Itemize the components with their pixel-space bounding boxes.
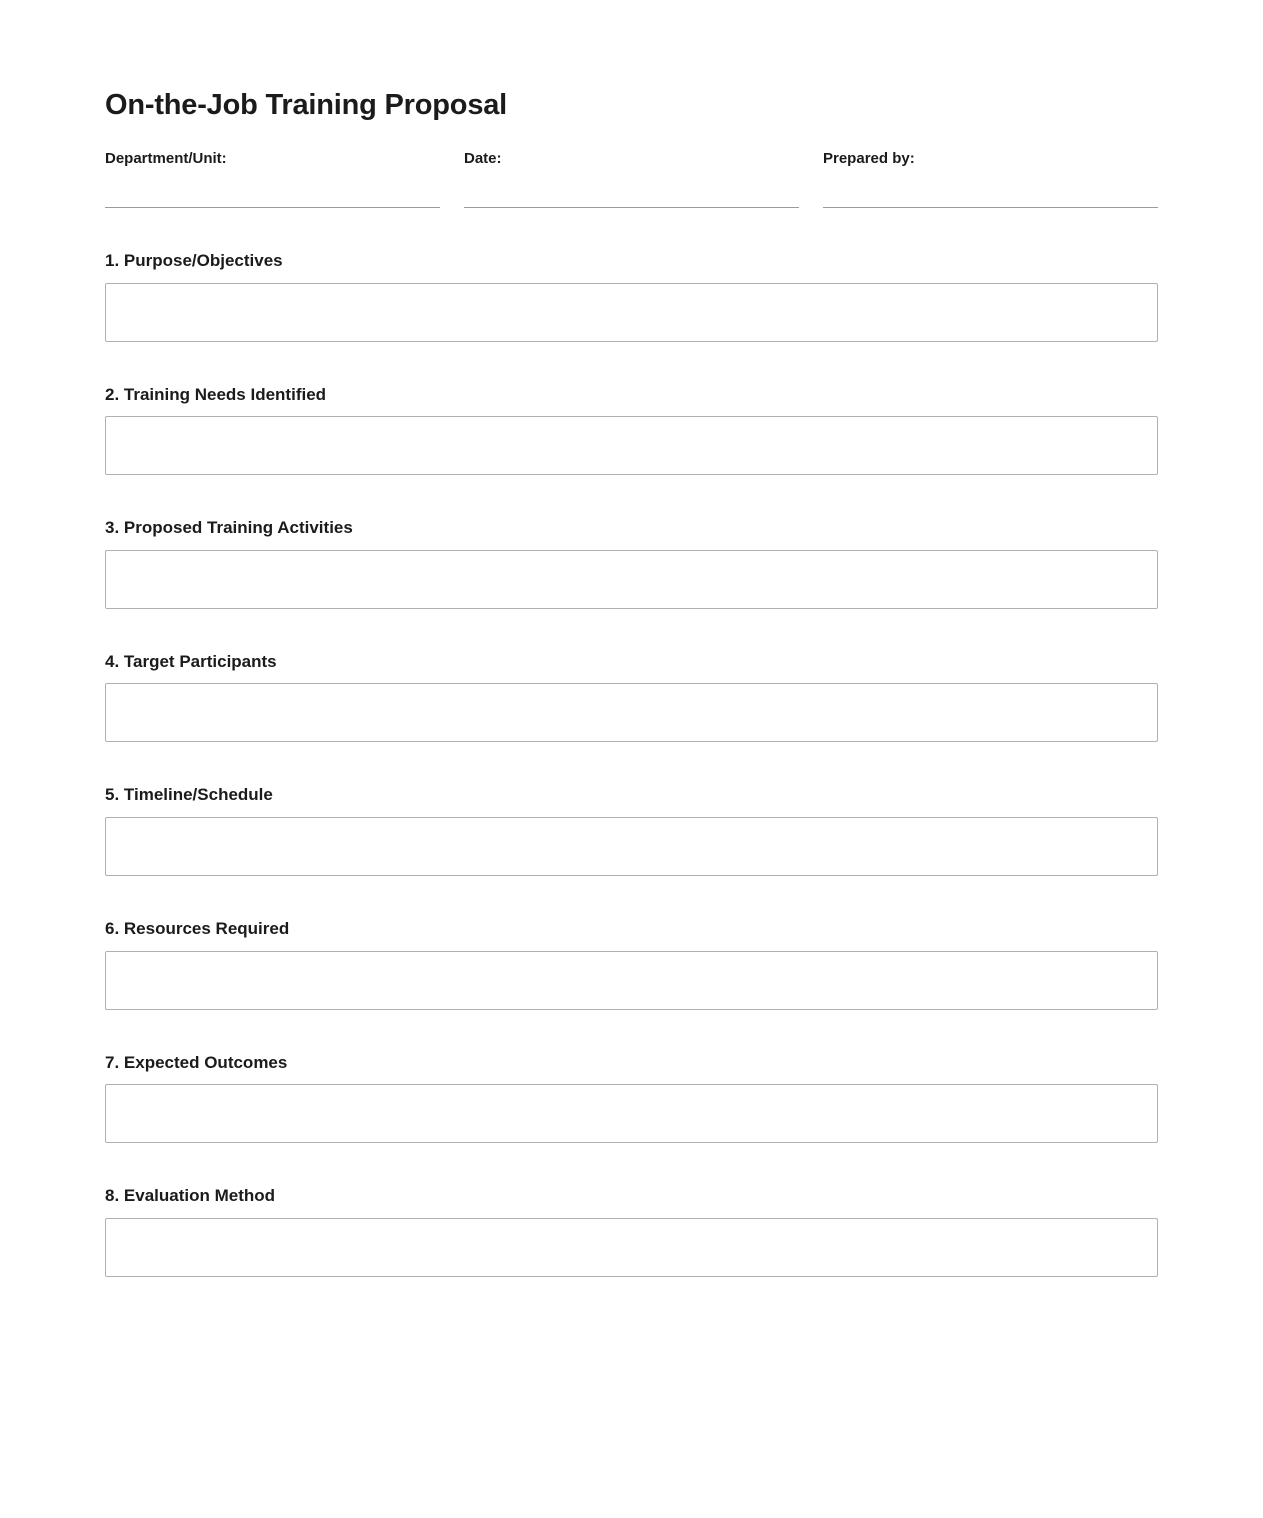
section-resources-required xyxy=(105,919,1158,1010)
training-needs-heading: 2. Training Needs Identified xyxy=(105,384,327,404)
meta-field-prepared-by xyxy=(823,151,1158,209)
section-training-needs xyxy=(105,385,1158,476)
training-activities-input[interactable] xyxy=(105,550,1158,609)
department-unit-input[interactable] xyxy=(105,167,440,208)
expected-outcomes-input[interactable] xyxy=(105,1084,1158,1143)
timeline-schedule-input[interactable] xyxy=(105,817,1158,876)
date-input[interactable] xyxy=(464,167,799,208)
resources-required-input[interactable] xyxy=(105,951,1158,1010)
section-evaluation-method xyxy=(105,1186,1158,1277)
timeline-schedule-heading: 5. Timeline/Schedule xyxy=(105,785,273,805)
date-label: Date: xyxy=(464,149,502,167)
meta-field-date xyxy=(464,151,799,209)
prepared-by-input[interactable] xyxy=(823,167,1158,208)
section-expected-outcomes xyxy=(105,1053,1158,1144)
target-participants-heading: 4. Target Participants xyxy=(105,651,277,671)
prepared-by-label: Prepared by: xyxy=(823,149,915,167)
training-activities-heading: 3. Proposed Training Activities xyxy=(105,518,353,538)
page-title: On-the-Job Training Proposal xyxy=(105,89,508,121)
evaluation-method-input[interactable] xyxy=(105,1218,1158,1277)
purpose-objectives-heading: 1. Purpose/Objectives xyxy=(105,251,283,271)
section-timeline-schedule xyxy=(105,785,1158,876)
target-participants-input[interactable] xyxy=(105,683,1158,742)
training-needs-input[interactable] xyxy=(105,416,1158,475)
evaluation-method-heading: 8. Evaluation Method xyxy=(105,1186,276,1206)
resources-required-heading: 6. Resources Required xyxy=(105,919,290,939)
section-purpose-objectives xyxy=(105,251,1158,342)
meta-row xyxy=(105,151,1158,209)
section-training-activities xyxy=(105,518,1158,609)
section-target-participants xyxy=(105,652,1158,743)
expected-outcomes-heading: 7. Expected Outcomes xyxy=(105,1052,288,1072)
meta-field-department-unit xyxy=(105,151,440,209)
purpose-objectives-input[interactable] xyxy=(105,283,1158,342)
department-unit-label: Department/Unit: xyxy=(105,149,227,167)
